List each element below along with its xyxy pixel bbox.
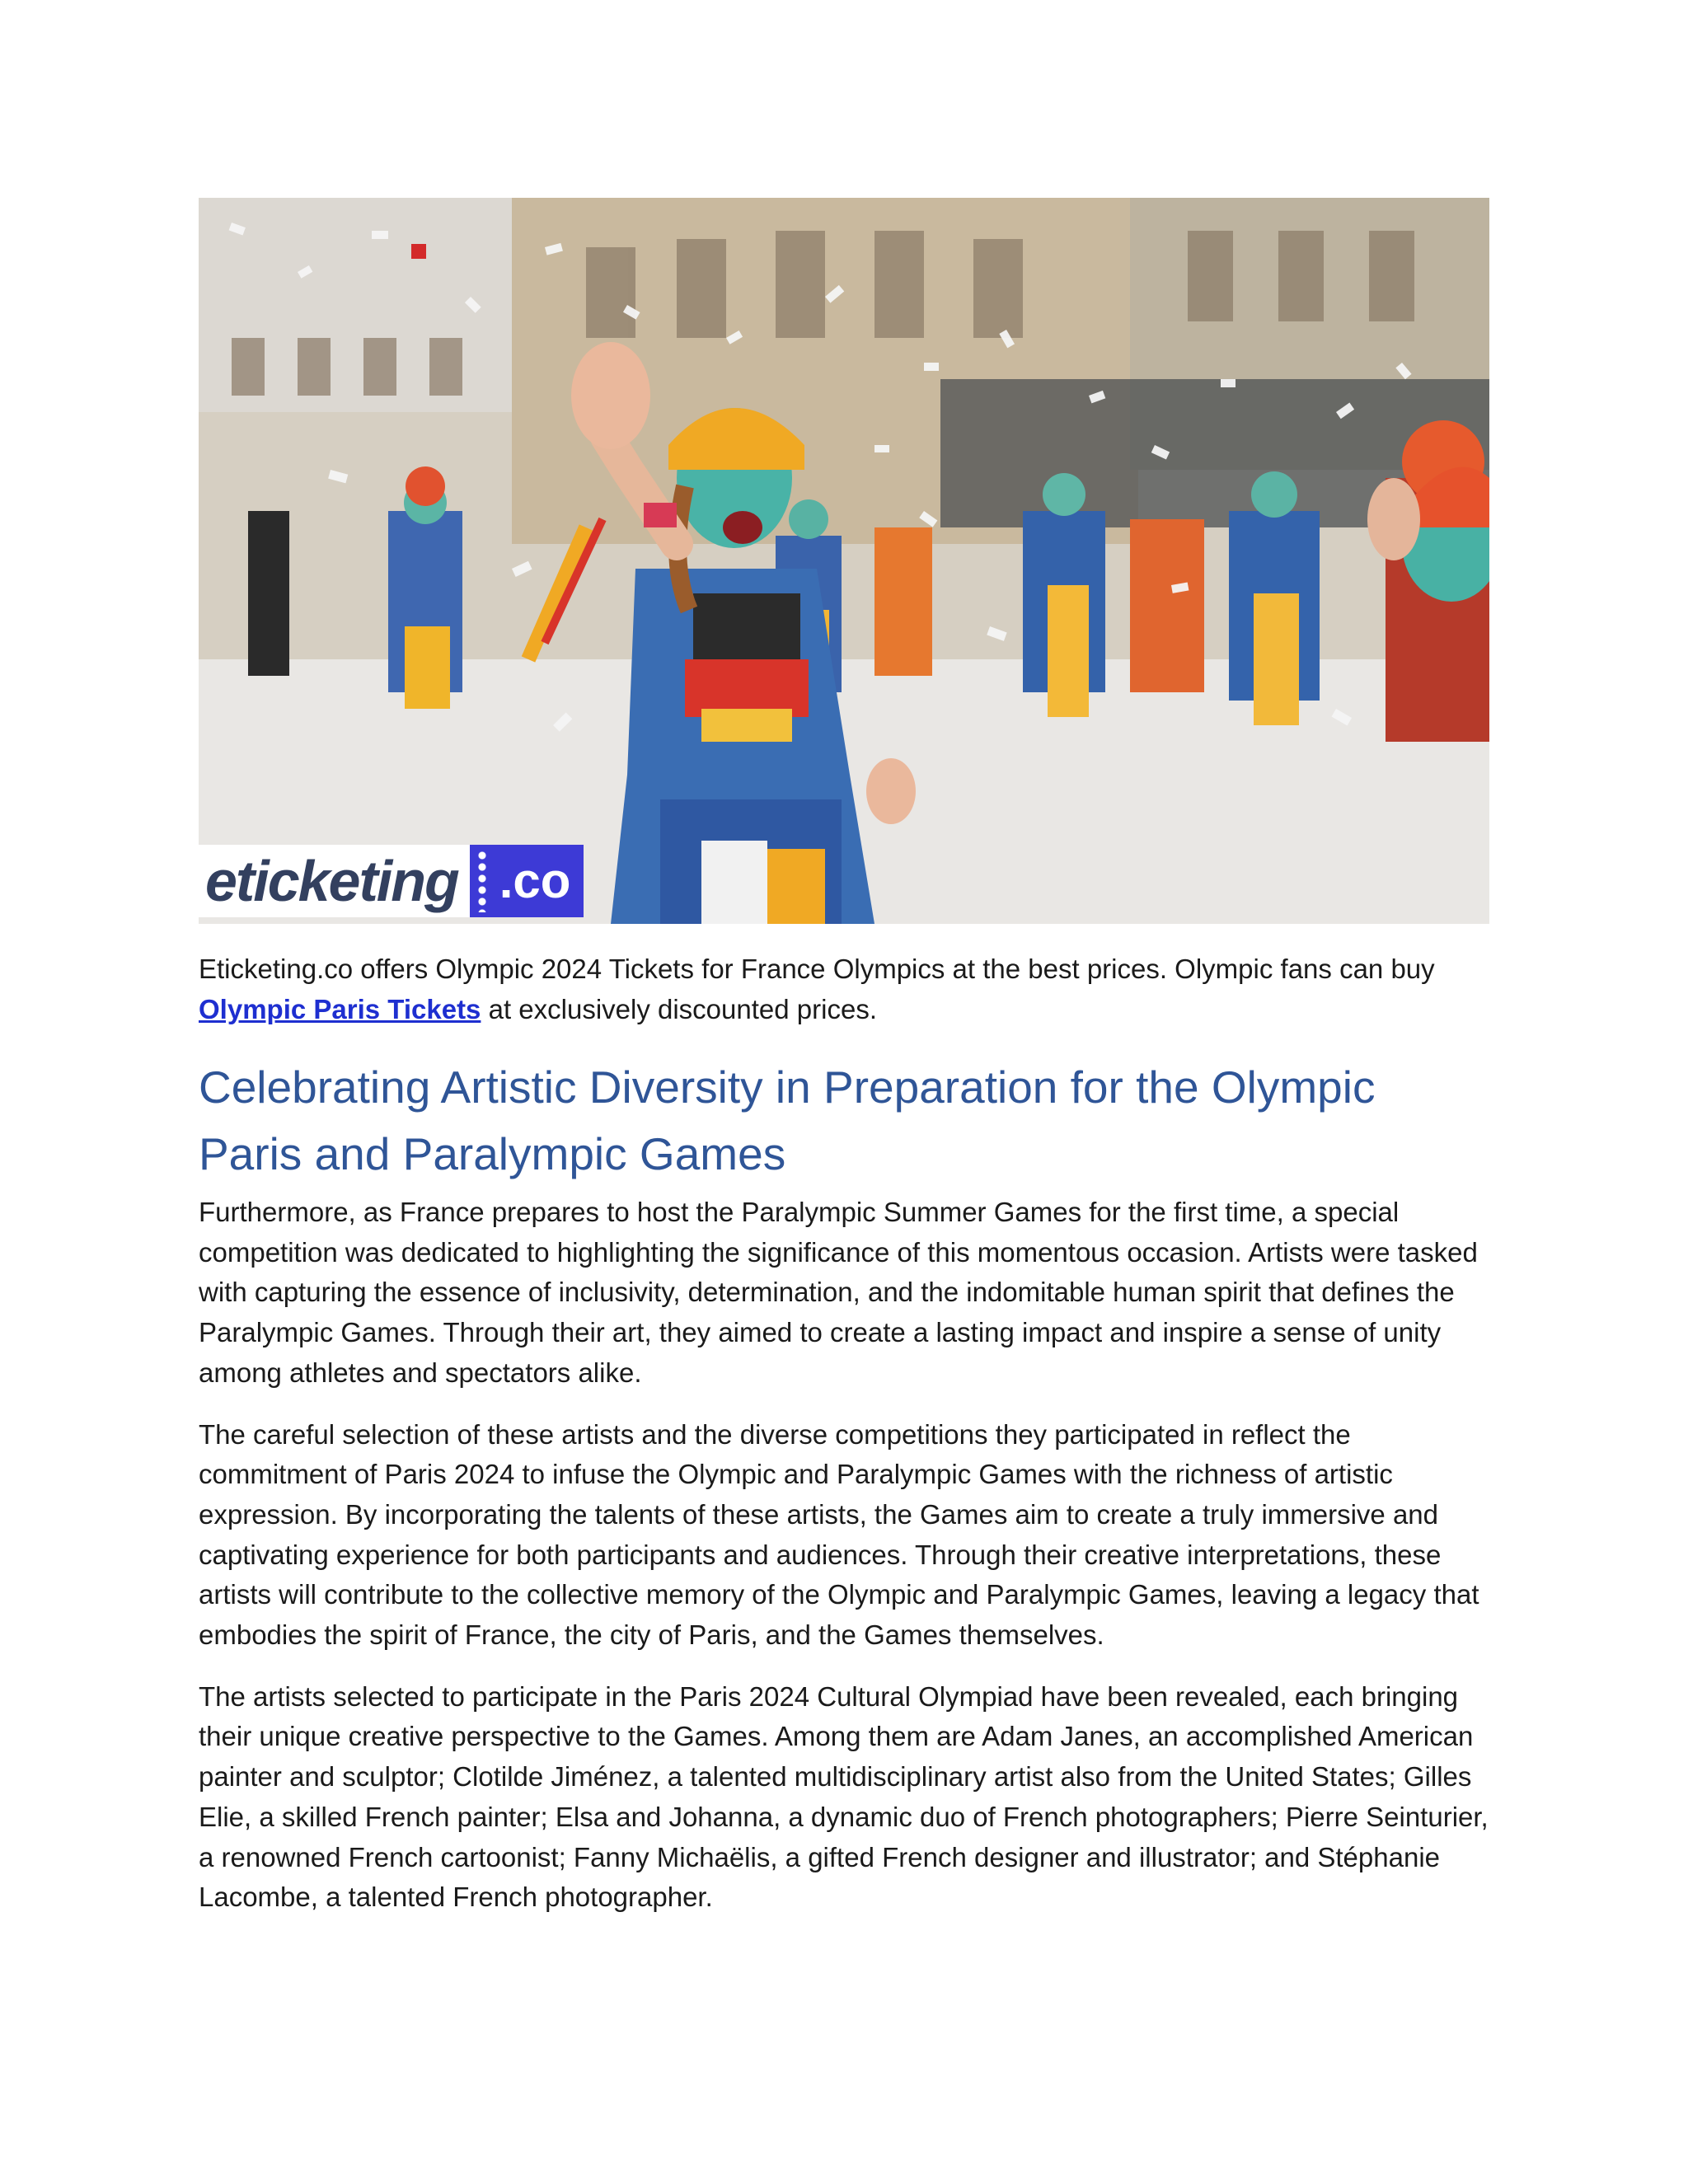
logo-wordmark: eticketing (199, 845, 470, 917)
parade-illustration (199, 198, 1489, 924)
hero-photo (199, 198, 1489, 924)
olympic-paris-tickets-link[interactable]: Olympic Paris Tickets (199, 994, 481, 1024)
logo-tld: .co (495, 845, 584, 917)
intro-text-end: at exclusively discounted prices. (481, 994, 877, 1024)
intro-paragraph (199, 949, 1489, 1029)
document-page (199, 198, 1489, 1918)
logo-perforation-icon (470, 845, 495, 917)
intro-text-start: Eticketing.co offers Olympic 2024 Tickets for France Olympics at the best prices. Olympic fans can buy (199, 954, 1435, 984)
body-paragraph-3: The artists selected to participate in the Paris 2024 Cultural Olympiad have been revealed, each bringing their unique creative perspective to the Games. Among them are Adam Janes, an accomplished American painter and sculptor; Clotilde Jiménez, a talented multidisciplinary artist also from the United States; Gilles Elie, a skilled French painter; Elsa and Johanna, a dynamic duo of French photographers; Pierre Seinturier, a renowned French cartoonist; Fanny Michaëlis, a gifted French designer and illustrator; and Stéphanie Lacombe, a talented French photographer. (199, 1680, 1489, 1913)
body-paragraph-1: Furthermore, as France prepares to host the Paralympic Summer Games for the first time, a special competition was dedicated to highlighting the significance of this momentous occasion. Artists were tasked with capturing the essence of inclusivity, determination, and the indomitable human spirit that defines the Paralympic Games. Through their art, they aimed to create a lasting impact and inspire a sense of unity among athletes and spectators alike. (199, 1197, 1478, 1388)
body-paragraph-2: The careful selection of these artists and the diverse competitions they participated in reflect the commitment of Paris 2024 to infuse the Olympic and Paralympic Games with the richness of artistic expression. By incorporating the talents of these artists, the Games aim to create a truly immersive and captivating experience for both participants and audiences. Through their creative interpretations, these artists will contribute to the collective memory of the Olympic and Paralympic Games, leaving a legacy that embodies the spirit of France, the city of Paris, and the Games themselves. (199, 1418, 1479, 1651)
section-heading: Celebrating Artistic Diversity in Preparation for the Olympic Paris and Paralympic Games (199, 1062, 1376, 1179)
eticketing-logo (199, 845, 584, 917)
